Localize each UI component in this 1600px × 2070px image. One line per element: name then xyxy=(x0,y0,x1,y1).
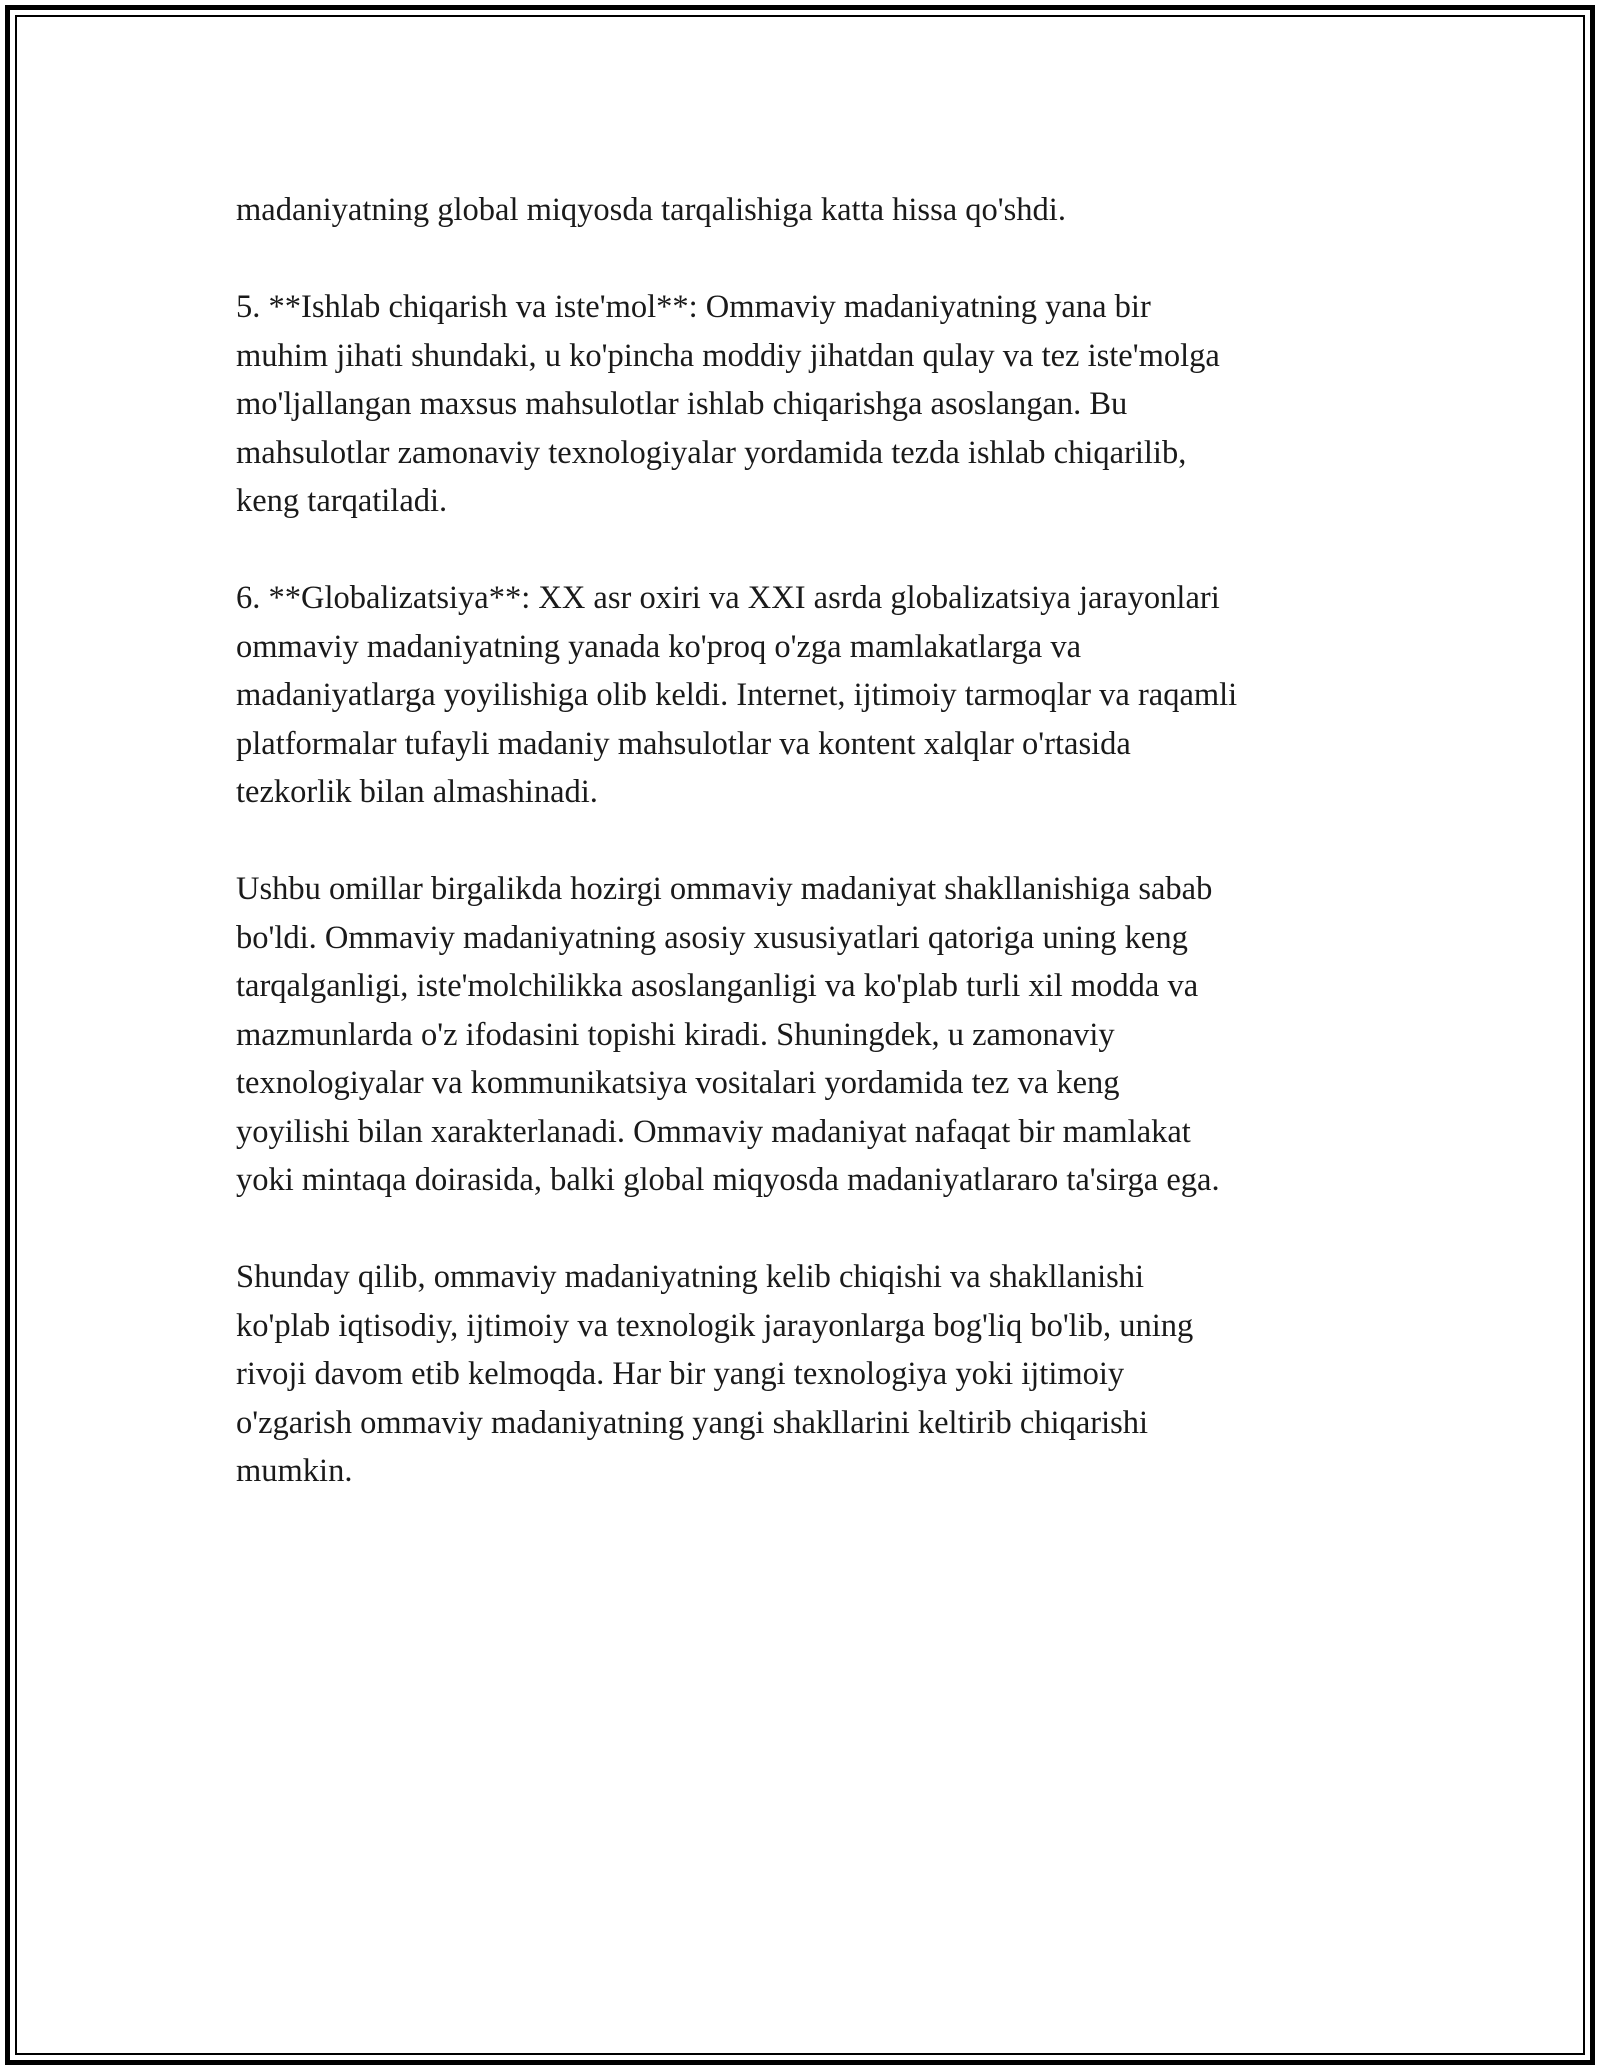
paragraph-conclusion: Shunday qilib, ommaviy madaniyatning kelib chiqishi va shakllanishi ko'plab iqtisodiy, ijtimoiy va texnologik jarayonlarga bog'liq bo'lib, uning rivoji davom etib kelmoqda. Har bir yangi texnologiya yoki ijtimoiy o'zgarish ommaviy madaniyatning yangi shakllarini keltirib chiqarishi mumkin. xyxy=(236,1259,1194,1489)
document-body xyxy=(236,186,1376,1544)
paragraph-item-5-production-consumption: 5. **Ishlab chiqarish va iste'mol**: Ommaviy madaniyatning yana bir muhim jihati shundaki, u ko'pincha moddiy jihatdan qulay va tez iste'molga mo'ljallangan maxsus mahsulotlar ishlab chiqarishga asoslangan. Bu mahsulotlar zamonaviy texnologiyalar yordamida tezda ishlab chiqarilib, keng tarqatiladi. xyxy=(236,289,1220,519)
paragraph-continuation: madaniyatning global miqyosda tarqalishiga katta hissa qo'shdi. xyxy=(236,192,1066,228)
paragraph-summary: Ushbu omillar birgalikda hozirgi ommaviy madaniyat shakllanishiga sabab bo'ldi. Ommaviy madaniyatning asosiy xususiyatlari qatoriga uning keng tarqalganligi, iste'molchilikka asoslanganligi va ko'plab turli xil modda va mazmunlarda o'z ifodasini topishi kiradi. Shuningdek, u zamonaviy texnologiyalar va kommunikatsiya vositalari yordamida tez va keng yoyilishi bilan xarakterlanadi. Ommaviy madaniyat nafaqat bir mamlakat yoki mintaqa doirasida, balki global miqyosda madaniyatlararo ta'sirga ega. xyxy=(236,871,1220,1198)
paragraph-item-6-globalization: 6. **Globalizatsiya**: XX asr oxiri va XXI asrda globalizatsiya jarayonlari ommaviy madaniyatning yanada ko'proq o'zga mamlakatlarga va madaniyatlarga yoyilishiga olib keldi. Internet, ijtimoiy tarmoqlar va raqamli platformalar tufayli madaniy mahsulotlar va kontent xalqlar o'rtasida tezkorlik bilan almashinadi. xyxy=(236,580,1238,810)
